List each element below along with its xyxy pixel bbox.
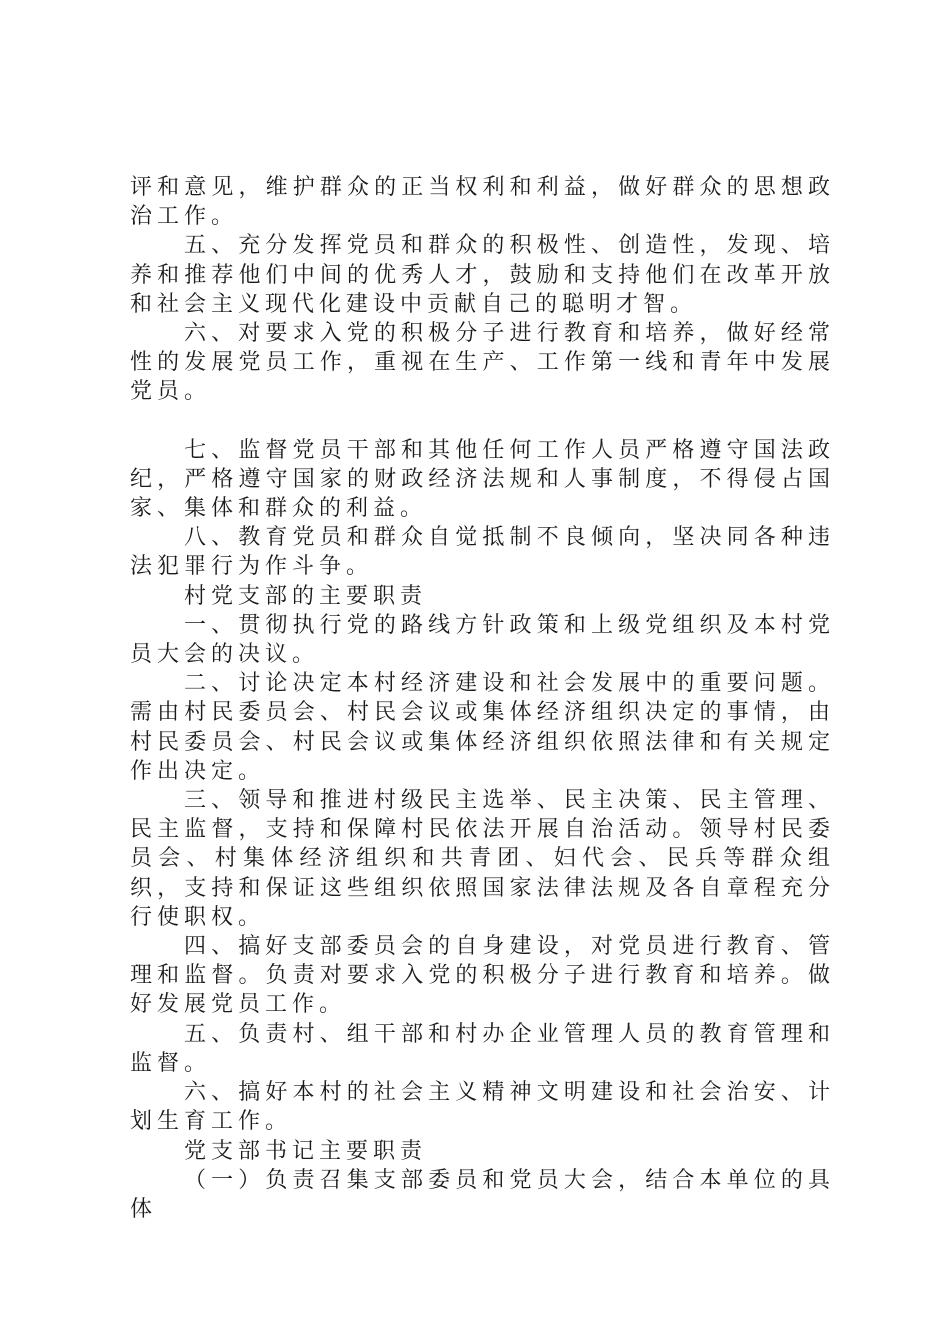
paragraph-duty-4: 四、搞好支部委员会的自身建设，对党员进行教育、管理和监督。负责对要求入党的积极分子进行教育和培养。做好发展党员工作。: [130, 934, 835, 1018]
section-heading-village-branch: 村党支部的主要职责: [184, 583, 428, 609]
paragraph-item-8: 八、教育党员和群众自觉抵制不良倾向，坚决同各种违法犯罪行为作斗争。: [130, 525, 835, 580]
paragraph-item-5: 五、充分发挥党员和群众的积极性、创造性，发现、培养和推荐他们中间的优秀人才，鼓励和支持他们在改革开放和社会主义现代化建设中贡献自己的聪明才智。: [130, 233, 835, 317]
paragraph-item-6: 六、对要求入党的积极分子进行教育和培养，做好经常性的发展党员工作，重视在生产、工作第一线和青年中发展党员。: [130, 321, 835, 405]
paragraph-item-7: 七、监督党员干部和其他任何工作人员严格遵守国法政纪，严格遵守国家的财政经济法规和人事制度，不得侵占国家、集体和群众的利益。: [130, 437, 835, 522]
paragraph-duty-1: 一、贯彻执行党的路线方针政策和上级党组织及本村党员大会的决议。: [130, 612, 835, 668]
paragraph-secretary-duty-1: （一）负责召集支部委员和党员大会，结合本单位的具体: [130, 1167, 835, 1222]
section-heading-secretary: 党支部书记主要职责: [184, 1138, 428, 1164]
paragraph-duty-2: 二、讨论决定本村经济建设和社会发展中的重要问题。需由村民委员会、村民会议或集体经济组织决定的事情，由村民委员会、村民会议或集体经济组织依照法律和有关规定作出决定。: [130, 671, 835, 784]
paragraph-duty-6: 六、搞好本村的社会主义精神文明建设和社会治安、计划生育工作。: [130, 1080, 835, 1135]
paragraph-continuation: 评和意见，维护群众的正当权利和利益，做好群众的思想政治工作。: [130, 175, 835, 230]
document-body: [130, 173, 835, 1224]
paragraph-duty-3: 三、领导和推进村级民主选举、民主决策、民主管理、民主监督，支持和保障村民依法开展自治活动。领导村民委员会、村集体经济组织和共青团、妇代会、民兵等群众组织，支持和保证这些组织依照国家法律法规及各自章程充分行使职权。: [130, 788, 835, 930]
paragraph-duty-5: 五、负责村、组干部和村办企业管理人员的教育管理和监督。: [130, 1021, 835, 1076]
